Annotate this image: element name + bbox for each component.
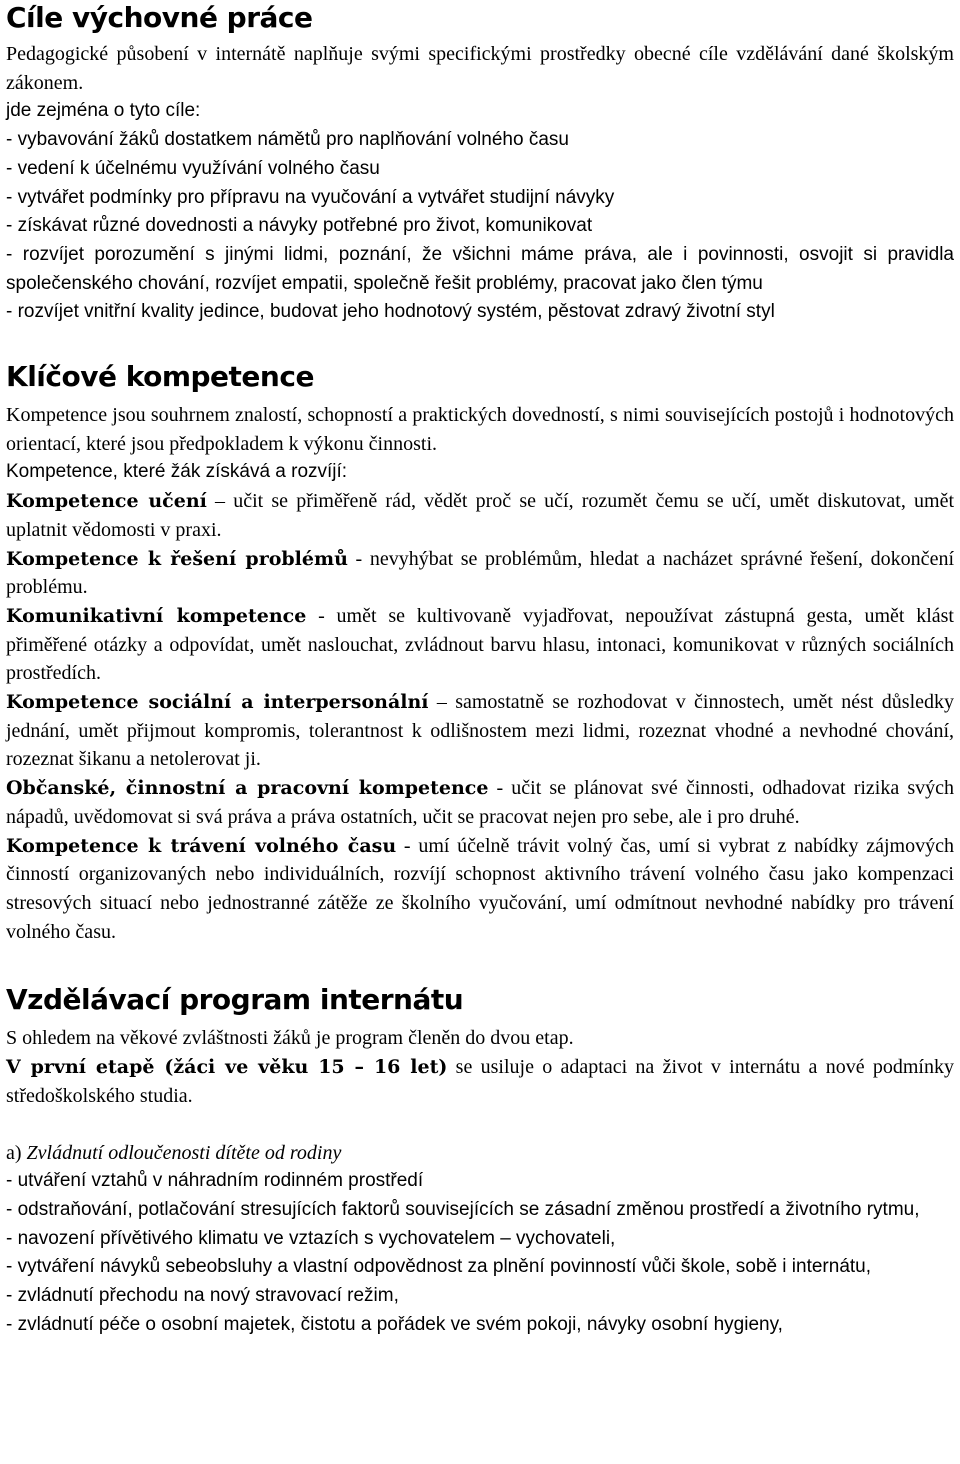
competence-text: - umět se kultivovaně vyjadřovat, nepoužívat zástupná gesta, umět klást přiměřené otázky a odpovídat, umět naslouchat, zvládnout barvu hlasu, intonaci, komunikovat v různých sociálních prostředích. bbox=[6, 604, 954, 685]
program-item: - vytváření návyků sebeobsluhy a vlastní odpovědnost za plnění povinností vůči škole, sobě i internátu, bbox=[6, 1256, 872, 1278]
competence-text: - umí účelně trávit volný čas, umí si vybrat z nabídky zájmových činností organizovaných nebo individuálních, rozvíjí schopnost aktivního trávení volného času jako kompenzaci stresových situací nebo jednostranné zátěže ze školního vyučování, umí odmítnout nevhodné nabídky pro trávení volného času. bbox=[6, 834, 954, 943]
stage-label: V první etapě (žáci ve věku 15 – 16 let) bbox=[6, 1056, 448, 1079]
competence-name: Kompetence sociální a interpersonální bbox=[6, 691, 429, 714]
goals-intro: Pedagogické působení v internátě naplňuje svými specifickými prostředky obecné cíle vzdělávání dané školským zákonem. bbox=[6, 43, 954, 94]
program-item: - zvládnutí přechodu na nový stravovací režim, bbox=[6, 1285, 399, 1307]
stage-paragraph bbox=[6, 1053, 954, 1110]
competences-intro: Kompetence jsou souhrnem znalostí, schopností a praktických dovedností, s nimi souvisejících postojů i hodnotových orientací, které jsou předpokladem k výkonu činnosti. bbox=[6, 404, 954, 455]
subsection-prefix: a) bbox=[6, 1141, 27, 1164]
stage-text: se usiluje o adaptaci na život v internátu a nové podmínky středoškolského studia. bbox=[6, 1056, 954, 1107]
program-item: - navození přívětivého klimatu ve vztazích s vychovatelem – vychovateli, bbox=[6, 1227, 616, 1249]
goal-item: - vybavování žáků dostatkem námětů pro naplňování volného času bbox=[6, 129, 569, 151]
goal-item: - rozvíjet vnitřní kvality jedince, budovat jeho hodnotový systém, pěstovat zdravý životní styl bbox=[6, 301, 775, 323]
program-item: - odstraňování, potlačování stresujících faktorů souvisejících se zásadní změnou prostředí a životního rytmu, bbox=[6, 1198, 920, 1220]
competence-paragraph bbox=[6, 545, 954, 602]
section-title-goals: Cíle výchovné práce bbox=[6, 1, 313, 34]
spacer bbox=[6, 1111, 954, 1139]
competence-paragraph bbox=[6, 688, 954, 774]
competence-paragraph bbox=[6, 774, 954, 831]
goal-item: - vytvářet podmínky pro přípravu na vyučování a vytvářet studijní návyky bbox=[6, 186, 615, 208]
section-title-program: Vzdělávací program internátu bbox=[6, 983, 464, 1017]
program-intro: S ohledem na věkové zvláštnosti žáků je program členěn do dvou etap. bbox=[6, 1027, 574, 1050]
subsection-title: Zvládnutí odloučenosti dítěte od rodiny bbox=[26, 1141, 342, 1164]
program-item: - zvládnutí péče o osobní majetek, čistotu a pořádek ve svém pokoji, návyky osobní hygieny, bbox=[6, 1313, 783, 1335]
competence-paragraph bbox=[6, 832, 954, 947]
competence-text: – učit se přiměřeně rád, vědět proč se učí, rozumět čemu se učí, umět diskutovat, umět uplatnit vědomosti v praxi. bbox=[6, 490, 955, 541]
competence-text: - učit se plánovat své činnosti, odhadovat rizika svých nápadů, uvědomovat si svá práva a práva ostatních, učit se pracovat nejen pro sebe, ale i pro druhé. bbox=[6, 777, 955, 828]
program-item: - utváření vztahů v náhradním rodinném prostředí bbox=[6, 1170, 424, 1192]
goal-item: - získávat různé dovednosti a návyky potřebné pro život, komunikovat bbox=[6, 215, 593, 237]
competences-lead: Kompetence, které žák získává a rozvíjí: bbox=[6, 461, 348, 483]
competence-name: Kompetence k řešení problémů bbox=[6, 547, 348, 570]
competence-text: - nevyhýbat se problémům, hledat a nacházet správné řešení, dokončení problému. bbox=[6, 547, 954, 599]
competence-name: Kompetence k trávení volného času bbox=[6, 834, 397, 857]
competence-name: Kompetence učení bbox=[6, 490, 207, 513]
goal-item: - rozvíjet porozumění s jinými lidmi, poznání, že všichni máme práva, ale i povinnosti, osvojit si pravidla společenského chování, rozvíjet empatii, společně řešit problémy, pracovat jako člen týmu bbox=[6, 243, 954, 294]
competence-name: Občanské, činnostní a pracovní kompetence bbox=[6, 777, 489, 800]
subsection-heading bbox=[6, 1139, 954, 1168]
competence-name: Komunikativní kompetence bbox=[6, 604, 307, 627]
competence-paragraph bbox=[6, 602, 954, 688]
section-title-competences: Klíčové kompetence bbox=[6, 360, 314, 394]
goals-lead: jde zejména o tyto cíle: bbox=[6, 100, 201, 122]
competence-text: – samostatně se rozhodovat v činnostech, umět nést důsledky jednání, umět přijmout kompromis, tolerantnost k odlišnostem mezi lidmi, rozeznat vhodné a nevhodné chování, rozeznat šikanu a netolerovat ji. bbox=[6, 691, 954, 771]
goal-item: - vedení k účelnému využívání volného času bbox=[6, 157, 380, 179]
competence-paragraph bbox=[6, 487, 954, 544]
